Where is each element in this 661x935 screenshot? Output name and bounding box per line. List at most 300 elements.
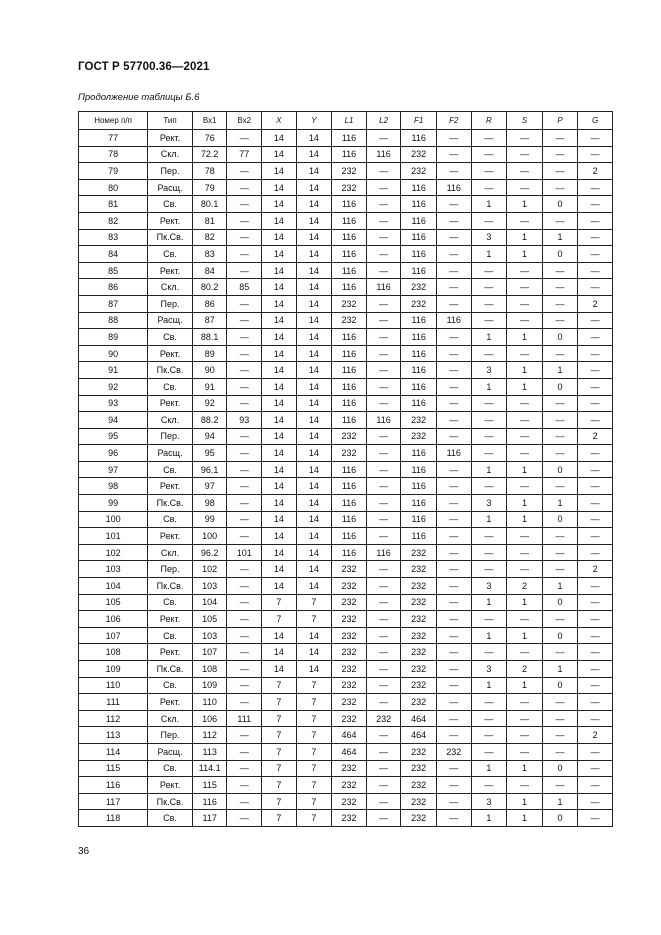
cell-in1: 84 — [192, 262, 227, 279]
header-row — [79, 112, 613, 130]
cell-l1: 232 — [332, 760, 367, 777]
cell-g: — — [578, 528, 613, 545]
cell-s: 1 — [507, 677, 543, 694]
cell-number: 104 — [79, 578, 148, 595]
cell-r: — — [471, 445, 507, 462]
cell-number: 105 — [79, 594, 148, 611]
cell-f2: — — [436, 495, 471, 512]
cell-in1: 100 — [192, 528, 227, 545]
cell-f2: — — [436, 461, 471, 478]
cell-in2: — — [227, 594, 262, 611]
cell-in1: 96.2 — [192, 544, 227, 561]
table-row — [79, 495, 613, 512]
cell-l1: 232 — [332, 578, 367, 595]
cell-g: — — [578, 196, 613, 213]
table-row — [79, 578, 613, 595]
cell-type: Скл. — [148, 146, 193, 163]
cell-x: 14 — [262, 295, 297, 312]
cell-p: 0 — [542, 511, 578, 528]
cell-f1: 232 — [401, 677, 437, 694]
table-row — [79, 561, 613, 578]
cell-l1: 116 — [332, 362, 367, 379]
page-number: 36 — [78, 846, 90, 857]
cell-l2: — — [366, 627, 401, 644]
cell-type: Рект. — [148, 212, 193, 229]
cell-number: 89 — [79, 329, 148, 346]
cell-r: 1 — [471, 329, 507, 346]
cell-x: 14 — [262, 378, 297, 395]
cell-r: 1 — [471, 594, 507, 611]
cell-f1: 232 — [401, 163, 437, 180]
cell-p: 0 — [542, 810, 578, 827]
cell-l1: 232 — [332, 644, 367, 661]
cell-l1: 232 — [332, 312, 367, 329]
cell-f1: 232 — [401, 279, 437, 296]
cell-p: 0 — [542, 760, 578, 777]
cell-l1: 116 — [332, 461, 367, 478]
column-header-x: X — [262, 112, 297, 130]
cell-type: Св. — [148, 246, 193, 263]
cell-y: 14 — [296, 312, 332, 329]
cell-x: 14 — [262, 163, 297, 180]
cell-f1: 232 — [401, 578, 437, 595]
column-header-s: S — [507, 112, 543, 130]
cell-f2: — — [436, 528, 471, 545]
cell-y: 14 — [296, 295, 332, 312]
cell-in2: — — [227, 793, 262, 810]
table-row — [79, 661, 613, 678]
cell-l1: 232 — [332, 677, 367, 694]
cell-y: 14 — [296, 378, 332, 395]
cell-y: 14 — [296, 246, 332, 263]
cell-g: — — [578, 130, 613, 147]
cell-g: — — [578, 710, 613, 727]
cell-type: Пер. — [148, 295, 193, 312]
cell-r: — — [471, 727, 507, 744]
cell-l1: 116 — [332, 378, 367, 395]
cell-l2: — — [366, 661, 401, 678]
table-row — [79, 312, 613, 329]
cell-number: 113 — [79, 727, 148, 744]
cell-p: 1 — [542, 495, 578, 512]
cell-f2: — — [436, 760, 471, 777]
cell-number: 94 — [79, 412, 148, 429]
cell-type: Скл. — [148, 544, 193, 561]
table-row — [79, 395, 613, 412]
cell-l1: 232 — [332, 561, 367, 578]
cell-f1: 232 — [401, 644, 437, 661]
cell-r: 3 — [471, 495, 507, 512]
cell-s: — — [507, 262, 543, 279]
cell-x: 14 — [262, 246, 297, 263]
cell-f1: 232 — [401, 611, 437, 628]
table-row — [79, 445, 613, 462]
cell-p: — — [542, 445, 578, 462]
cell-l1: 116 — [332, 212, 367, 229]
cell-p: 0 — [542, 329, 578, 346]
table-header — [79, 112, 613, 130]
cell-r: — — [471, 312, 507, 329]
cell-in2: — — [227, 378, 262, 395]
cell-y: 14 — [296, 229, 332, 246]
cell-type: Пер. — [148, 163, 193, 180]
cell-g: — — [578, 345, 613, 362]
cell-r: 1 — [471, 246, 507, 263]
cell-f1: 232 — [401, 561, 437, 578]
cell-g: 2 — [578, 163, 613, 180]
cell-r: — — [471, 743, 507, 760]
cell-in2: — — [227, 445, 262, 462]
cell-r: — — [471, 279, 507, 296]
cell-y: 14 — [296, 279, 332, 296]
column-header-f2: F2 — [436, 112, 471, 130]
cell-number: 80 — [79, 179, 148, 196]
cell-g: — — [578, 677, 613, 694]
cell-s: — — [507, 727, 543, 744]
cell-l1: 464 — [332, 743, 367, 760]
cell-p: 0 — [542, 677, 578, 694]
cell-y: 7 — [296, 793, 332, 810]
cell-f2: — — [436, 196, 471, 213]
cell-in1: 92 — [192, 395, 227, 412]
cell-l2: — — [366, 644, 401, 661]
cell-type: Пер. — [148, 428, 193, 445]
cell-g: — — [578, 743, 613, 760]
cell-l2: — — [366, 312, 401, 329]
cell-s: — — [507, 279, 543, 296]
cell-f1: 116 — [401, 445, 437, 462]
cell-in2: — — [227, 661, 262, 678]
cell-type: Св. — [148, 677, 193, 694]
cell-s: 1 — [507, 229, 543, 246]
cell-f1: 232 — [401, 544, 437, 561]
cell-f2: — — [436, 395, 471, 412]
cell-l1: 232 — [332, 810, 367, 827]
cell-f1: 116 — [401, 495, 437, 512]
cell-f1: 116 — [401, 312, 437, 329]
cell-f2: — — [436, 594, 471, 611]
cell-l2: 116 — [366, 279, 401, 296]
cell-y: 14 — [296, 163, 332, 180]
cell-p: — — [542, 312, 578, 329]
cell-l1: 116 — [332, 528, 367, 545]
cell-in2: — — [227, 461, 262, 478]
cell-p: 1 — [542, 362, 578, 379]
cell-in1: 104 — [192, 594, 227, 611]
cell-type: Пер. — [148, 727, 193, 744]
cell-g: — — [578, 279, 613, 296]
cell-y: 14 — [296, 627, 332, 644]
column-header-in1: Вх1 — [192, 112, 227, 130]
cell-f1: 232 — [401, 412, 437, 429]
table-row — [79, 163, 613, 180]
cell-type: Рект. — [148, 345, 193, 362]
cell-f1: 116 — [401, 511, 437, 528]
cell-l2: 232 — [366, 710, 401, 727]
cell-number: 90 — [79, 345, 148, 362]
column-header-l2: L2 — [366, 112, 401, 130]
table-row — [79, 229, 613, 246]
cell-in1: 112 — [192, 727, 227, 744]
cell-f1: 116 — [401, 395, 437, 412]
cell-g: — — [578, 578, 613, 595]
cell-p: 1 — [542, 229, 578, 246]
cell-in2: — — [227, 329, 262, 346]
cell-y: 14 — [296, 362, 332, 379]
cell-l2: — — [366, 777, 401, 794]
cell-f1: 116 — [401, 130, 437, 147]
cell-p: 1 — [542, 793, 578, 810]
cell-p: 0 — [542, 594, 578, 611]
cell-s: — — [507, 295, 543, 312]
cell-number: 101 — [79, 528, 148, 545]
cell-number: 112 — [79, 710, 148, 727]
cell-number: 91 — [79, 362, 148, 379]
cell-g: — — [578, 461, 613, 478]
cell-number: 92 — [79, 378, 148, 395]
cell-r: — — [471, 295, 507, 312]
cell-in1: 87 — [192, 312, 227, 329]
cell-y: 14 — [296, 179, 332, 196]
cell-f2: — — [436, 262, 471, 279]
table-row — [79, 146, 613, 163]
cell-number: 79 — [79, 163, 148, 180]
cell-l1: 232 — [332, 295, 367, 312]
cell-type: Скл. — [148, 412, 193, 429]
cell-type: Св. — [148, 196, 193, 213]
cell-r: — — [471, 262, 507, 279]
cell-p: — — [542, 130, 578, 147]
cell-l2: — — [366, 743, 401, 760]
cell-in1: 79 — [192, 179, 227, 196]
cell-type: Св. — [148, 329, 193, 346]
cell-in2: 111 — [227, 710, 262, 727]
cell-f2: — — [436, 130, 471, 147]
cell-f2: — — [436, 644, 471, 661]
cell-in2: 101 — [227, 544, 262, 561]
cell-s: — — [507, 528, 543, 545]
cell-in1: 91 — [192, 378, 227, 395]
cell-r: — — [471, 395, 507, 412]
cell-f1: 232 — [401, 594, 437, 611]
cell-f1: 116 — [401, 378, 437, 395]
cell-type: Св. — [148, 461, 193, 478]
cell-type: Св. — [148, 627, 193, 644]
cell-f2: — — [436, 412, 471, 429]
cell-in2: — — [227, 295, 262, 312]
table-row — [79, 196, 613, 213]
cell-x: 14 — [262, 412, 297, 429]
column-header-r: R — [471, 112, 507, 130]
cell-x: 14 — [262, 212, 297, 229]
cell-in1: 94 — [192, 428, 227, 445]
cell-in1: 113 — [192, 743, 227, 760]
cell-p: — — [542, 212, 578, 229]
cell-in2: 85 — [227, 279, 262, 296]
cell-y: 14 — [296, 661, 332, 678]
cell-g: — — [578, 760, 613, 777]
cell-y: 7 — [296, 594, 332, 611]
cell-y: 14 — [296, 395, 332, 412]
cell-p: — — [542, 611, 578, 628]
cell-l1: 232 — [332, 179, 367, 196]
cell-number: 86 — [79, 279, 148, 296]
cell-number: 99 — [79, 495, 148, 512]
cell-f1: 116 — [401, 345, 437, 362]
cell-f1: 232 — [401, 627, 437, 644]
cell-y: 14 — [296, 262, 332, 279]
cell-s: — — [507, 777, 543, 794]
cell-in2: — — [227, 163, 262, 180]
cell-l1: 232 — [332, 694, 367, 711]
cell-x: 14 — [262, 428, 297, 445]
cell-f2: 116 — [436, 312, 471, 329]
cell-l1: 232 — [332, 661, 367, 678]
cell-p: — — [542, 262, 578, 279]
cell-p: — — [542, 561, 578, 578]
cell-number: 115 — [79, 760, 148, 777]
cell-g: — — [578, 362, 613, 379]
cell-s: 1 — [507, 495, 543, 512]
cell-number: 102 — [79, 544, 148, 561]
cell-number: 98 — [79, 478, 148, 495]
cell-f2: — — [436, 661, 471, 678]
cell-r: 1 — [471, 378, 507, 395]
cell-f1: 232 — [401, 793, 437, 810]
cell-in1: 109 — [192, 677, 227, 694]
cell-r: 1 — [471, 677, 507, 694]
cell-x: 14 — [262, 578, 297, 595]
cell-type: Рект. — [148, 694, 193, 711]
cell-y: 14 — [296, 428, 332, 445]
cell-l2: — — [366, 461, 401, 478]
cell-y: 14 — [296, 146, 332, 163]
cell-l2: — — [366, 196, 401, 213]
cell-y: 7 — [296, 727, 332, 744]
table-row — [79, 611, 613, 628]
cell-p: — — [542, 727, 578, 744]
cell-r: 1 — [471, 760, 507, 777]
cell-r: 3 — [471, 362, 507, 379]
table-row — [79, 428, 613, 445]
cell-l1: 116 — [332, 146, 367, 163]
cell-f2: 232 — [436, 743, 471, 760]
cell-l2: — — [366, 611, 401, 628]
cell-type: Пк.Св. — [148, 793, 193, 810]
cell-in2: — — [227, 246, 262, 263]
cell-in1: 76 — [192, 130, 227, 147]
cell-s: — — [507, 611, 543, 628]
cell-g: — — [578, 445, 613, 462]
cell-r: — — [471, 561, 507, 578]
cell-number: 100 — [79, 511, 148, 528]
cell-g: 2 — [578, 561, 613, 578]
column-header-type: Тип — [148, 112, 193, 130]
cell-type: Рект. — [148, 644, 193, 661]
cell-number: 93 — [79, 395, 148, 412]
cell-l2: — — [366, 478, 401, 495]
cell-x: 14 — [262, 329, 297, 346]
cell-g: — — [578, 312, 613, 329]
cell-g: — — [578, 212, 613, 229]
cell-x: 14 — [262, 644, 297, 661]
cell-f1: 464 — [401, 727, 437, 744]
cell-x: 7 — [262, 727, 297, 744]
cell-in1: 78 — [192, 163, 227, 180]
cell-l2: — — [366, 594, 401, 611]
cell-r: — — [471, 146, 507, 163]
cell-g: — — [578, 329, 613, 346]
cell-s: — — [507, 163, 543, 180]
cell-p: — — [542, 412, 578, 429]
cell-p: — — [542, 694, 578, 711]
cell-f2: — — [436, 727, 471, 744]
cell-y: 7 — [296, 677, 332, 694]
cell-s: 1 — [507, 196, 543, 213]
cell-l2: — — [366, 130, 401, 147]
cell-f1: 116 — [401, 262, 437, 279]
cell-g: — — [578, 495, 613, 512]
cell-s: 1 — [507, 461, 543, 478]
cell-in2: — — [227, 212, 262, 229]
table-row — [79, 777, 613, 794]
cell-in1: 114.1 — [192, 760, 227, 777]
cell-number: 117 — [79, 793, 148, 810]
cell-s: — — [507, 694, 543, 711]
cell-r: — — [471, 345, 507, 362]
cell-l1: 232 — [332, 611, 367, 628]
cell-f1: 232 — [401, 810, 437, 827]
cell-type: Расщ. — [148, 445, 193, 462]
cell-y: 14 — [296, 644, 332, 661]
cell-p: 0 — [542, 246, 578, 263]
cell-f2: — — [436, 246, 471, 263]
cell-in2: — — [227, 262, 262, 279]
table-row — [79, 212, 613, 229]
cell-l1: 232 — [332, 163, 367, 180]
cell-f2: 116 — [436, 179, 471, 196]
cell-l2: — — [366, 578, 401, 595]
cell-in1: 88.1 — [192, 329, 227, 346]
cell-number: 107 — [79, 627, 148, 644]
cell-in2: — — [227, 395, 262, 412]
cell-g: — — [578, 395, 613, 412]
cell-number: 82 — [79, 212, 148, 229]
cell-l1: 116 — [332, 495, 367, 512]
cell-x: 14 — [262, 544, 297, 561]
cell-p: 0 — [542, 627, 578, 644]
cell-type: Рект. — [148, 611, 193, 628]
cell-g: — — [578, 611, 613, 628]
cell-r: — — [471, 130, 507, 147]
cell-l2: — — [366, 793, 401, 810]
cell-r: 1 — [471, 627, 507, 644]
cell-l1: 116 — [332, 412, 367, 429]
cell-g: — — [578, 378, 613, 395]
cell-p: — — [542, 777, 578, 794]
cell-number: 110 — [79, 677, 148, 694]
cell-y: 7 — [296, 760, 332, 777]
cell-y: 7 — [296, 743, 332, 760]
cell-x: 7 — [262, 760, 297, 777]
cell-f1: 232 — [401, 760, 437, 777]
cell-s: — — [507, 743, 543, 760]
cell-r: — — [471, 611, 507, 628]
column-header-number: Номер п/п — [79, 112, 148, 130]
cell-in2: — — [227, 495, 262, 512]
cell-l1: 116 — [332, 511, 367, 528]
table-row — [79, 378, 613, 395]
